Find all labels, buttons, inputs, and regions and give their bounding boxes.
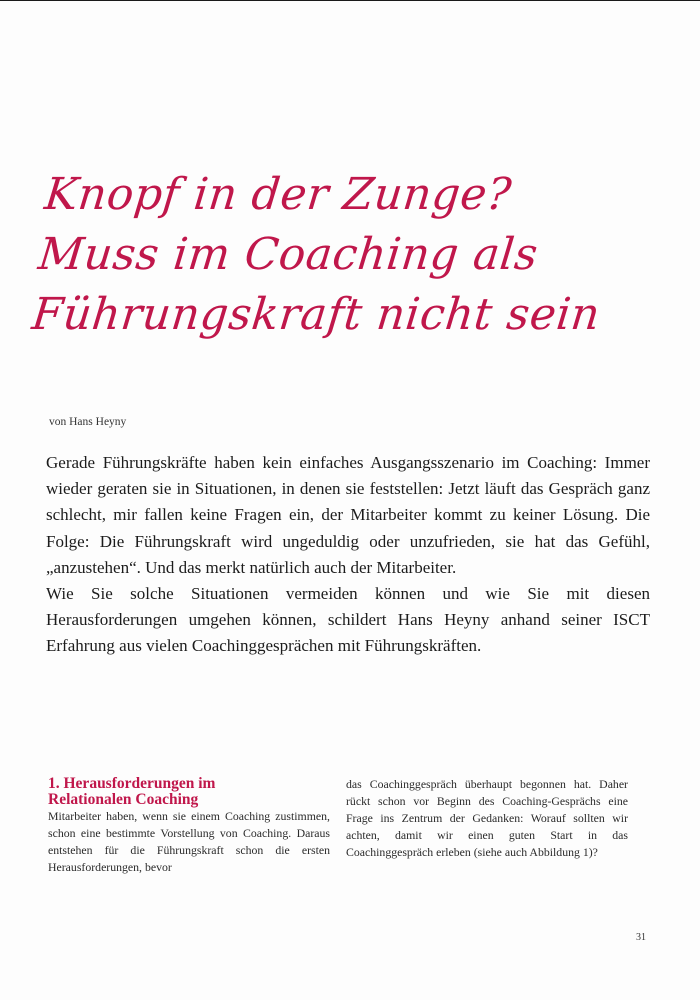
intro-paragraph-2: Wie Sie solche Situationen vermeiden können und wie Sie mit diesen Herausforderungen umgehen können, schildert Hans Heyny anhand seiner ISCT Erfahrung aus vielen Coachinggesprächen mit Führungskräften. (46, 584, 650, 656)
author-byline: von Hans Heyny (49, 416, 127, 428)
top-border-rule (0, 0, 700, 1)
title-line-3: Führungskraft nicht sein (29, 289, 603, 340)
body-paragraph-left: Mitarbeiter haben, wenn sie einem Coaching zustimmen, schon eine bestimmte Vorstellung von Coaching. Daraus entstehen für die Führungskraft schon die ersten Herausforderungen, bevor (48, 809, 330, 874)
section-heading-line-1: 1. Herausforderungen im (48, 775, 216, 792)
body-column-right (346, 776, 628, 861)
section-heading (48, 776, 330, 808)
intro-text (46, 450, 650, 660)
body-column-left (48, 776, 330, 876)
article-title (29, 165, 616, 345)
section-heading-line-2: Relationalen Coaching (48, 791, 199, 808)
page-number: 31 (636, 932, 646, 943)
intro-paragraph-1: Gerade Führungskräfte haben kein einfaches Ausgangsszenario im Coaching: Immer wieder geraten sie in Situationen, in denen sie feststellen: Jetzt läuft das Gespräch ganz schlecht, mir fallen keine Fragen ein, der Mitarbeiter kommt zu keiner Lösung. Die Folge: Die Führungskraft wird ungeduldig oder unzufrieden, sie hat das Gefühl, „anzustehen“. Und das merkt natürlich auch der Mitarbeiter. (46, 453, 650, 577)
body-paragraph-right: das Coachinggespräch überhaupt begonnen hat. Daher rückt schon vor Beginn des Coaching-Gesprächs eine Frage ins Zentrum der Gedanken: Worauf sollten wir achten, damit wir einen guten Start in das Coachinggespräch erleben (siehe auch Abbildung 1)? (346, 777, 628, 859)
title-line-2: Muss im Coaching als (35, 229, 541, 280)
title-line-1: Knopf in der Zunge? (42, 169, 514, 220)
